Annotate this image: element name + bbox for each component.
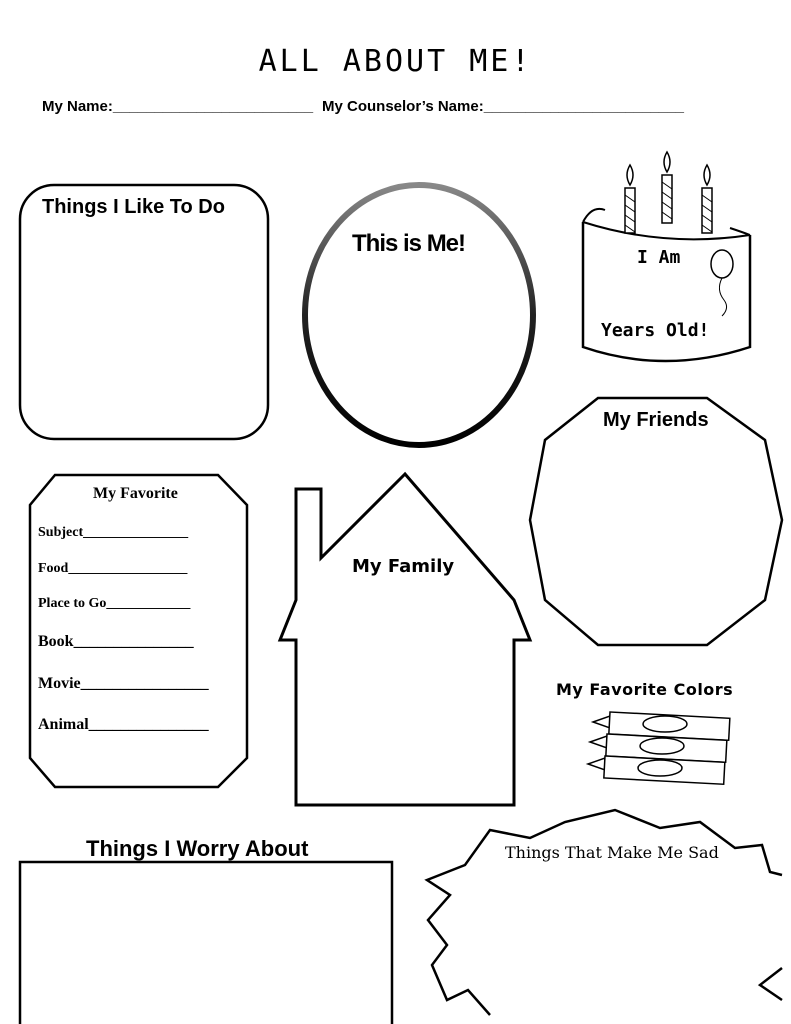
crayons-icon <box>588 712 730 784</box>
favorite-row-movie[interactable] <box>38 675 209 693</box>
page-title: ALL ABOUT ME! <box>258 44 533 79</box>
favorite-row-animal[interactable] <box>38 716 209 734</box>
age-label-top: I Am <box>637 247 681 268</box>
likes-label: Things I Like To Do <box>42 196 225 218</box>
candle-icon <box>625 165 635 233</box>
worry-label: Things I Worry About <box>86 836 309 861</box>
counselor-label: My Counselor’s Name: <box>322 98 484 115</box>
age-label-bottom: Years Old! <box>601 320 710 341</box>
name-line: ________________________ <box>112 98 314 115</box>
favorite-row-book[interactable] <box>38 633 194 651</box>
counselor-line: ________________________ <box>483 98 684 115</box>
family-label: My Family <box>352 556 455 577</box>
sad-label: Things That Make Me Sad <box>505 843 719 862</box>
favorite-line: _______________ <box>88 716 209 733</box>
favorite-line: _________________ <box>68 561 188 576</box>
this-is-me-label: This is Me! <box>352 230 466 257</box>
candle-icon <box>662 152 672 223</box>
likes-box[interactable] <box>20 185 268 439</box>
candle-icon <box>702 165 712 233</box>
favorite-line: _______________ <box>73 633 194 650</box>
favorite-line: ____________ <box>106 596 191 611</box>
favorite-row-subject[interactable] <box>38 525 188 541</box>
friends-shape[interactable] <box>530 398 782 645</box>
favorite-label: Subject <box>38 525 84 540</box>
favorite-label: Food <box>38 561 69 576</box>
worry-box[interactable] <box>20 862 392 1024</box>
favorite-line: ________________ <box>80 675 209 692</box>
colors-label: My Favorite Colors <box>556 680 734 699</box>
favorite-label: Movie <box>38 675 81 692</box>
this-is-me-oval[interactable] <box>305 185 533 445</box>
favorite-row-place[interactable] <box>38 596 190 612</box>
name-label: My Name: <box>42 98 113 115</box>
friends-label: My Friends <box>603 409 709 431</box>
sad-starburst[interactable] <box>427 810 782 1015</box>
favorite-title: My Favorite <box>93 485 178 502</box>
favorite-label: Book <box>38 633 74 650</box>
favorite-label: Animal <box>38 716 89 733</box>
favorite-label: Place to Go <box>38 596 107 611</box>
favorite-panel[interactable] <box>30 475 247 787</box>
family-house[interactable] <box>280 474 530 805</box>
favorite-row-food[interactable] <box>38 561 187 577</box>
balloon-icon <box>711 250 733 316</box>
favorite-line: _______________ <box>83 525 189 540</box>
